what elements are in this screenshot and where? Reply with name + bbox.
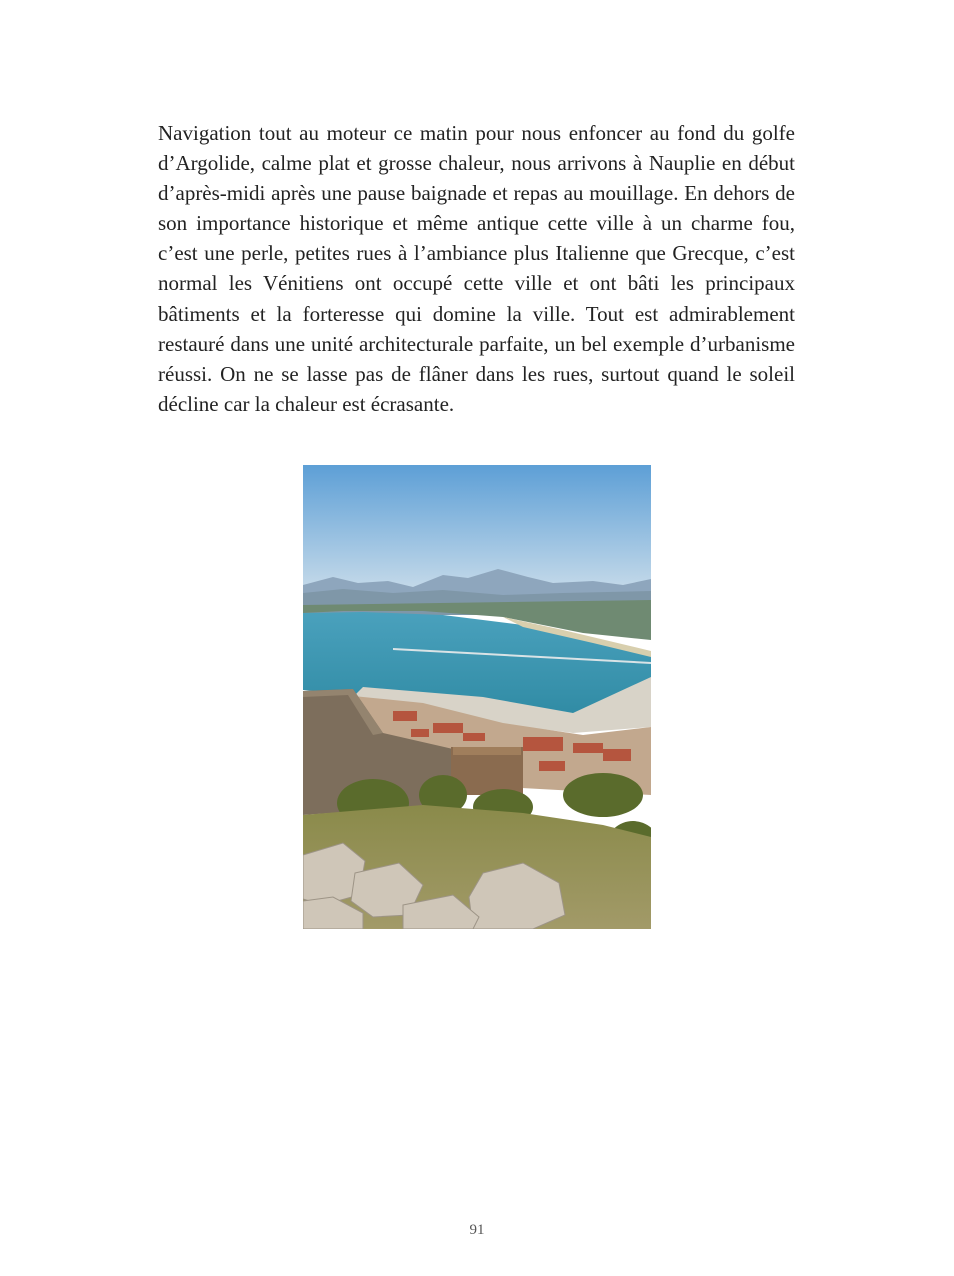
photo-illustration [303,465,651,929]
page-number: 91 [469,1222,485,1238]
body-paragraph: Navigation tout au moteur ce matin pour nous enfoncer au fond du golfe d’Argolide, calme plat et grosse chaleur, nous arrivons à Nauplie en début d’après-midi après une pause baignade et repas au mouillage. En dehors de son importance historique et même antique cette ville à un charme fou, c’est une perle, petites rues à l’ambiance plus Italienne que Grecque, c’est normal les Vénitiens ont occupé cette ville et ont bâti les principaux bâtiments et la forteresse qui domine la ville. Tout est admirablement restauré dans une unité architecturale parfaite, un bel exemple d’urbanisme réussi. On ne se lasse pas de flâner dans les rues, surtout quand le soleil décline car la chaleur est écrasante. [158,121,795,416]
photo-nauplie-bay [303,465,651,929]
